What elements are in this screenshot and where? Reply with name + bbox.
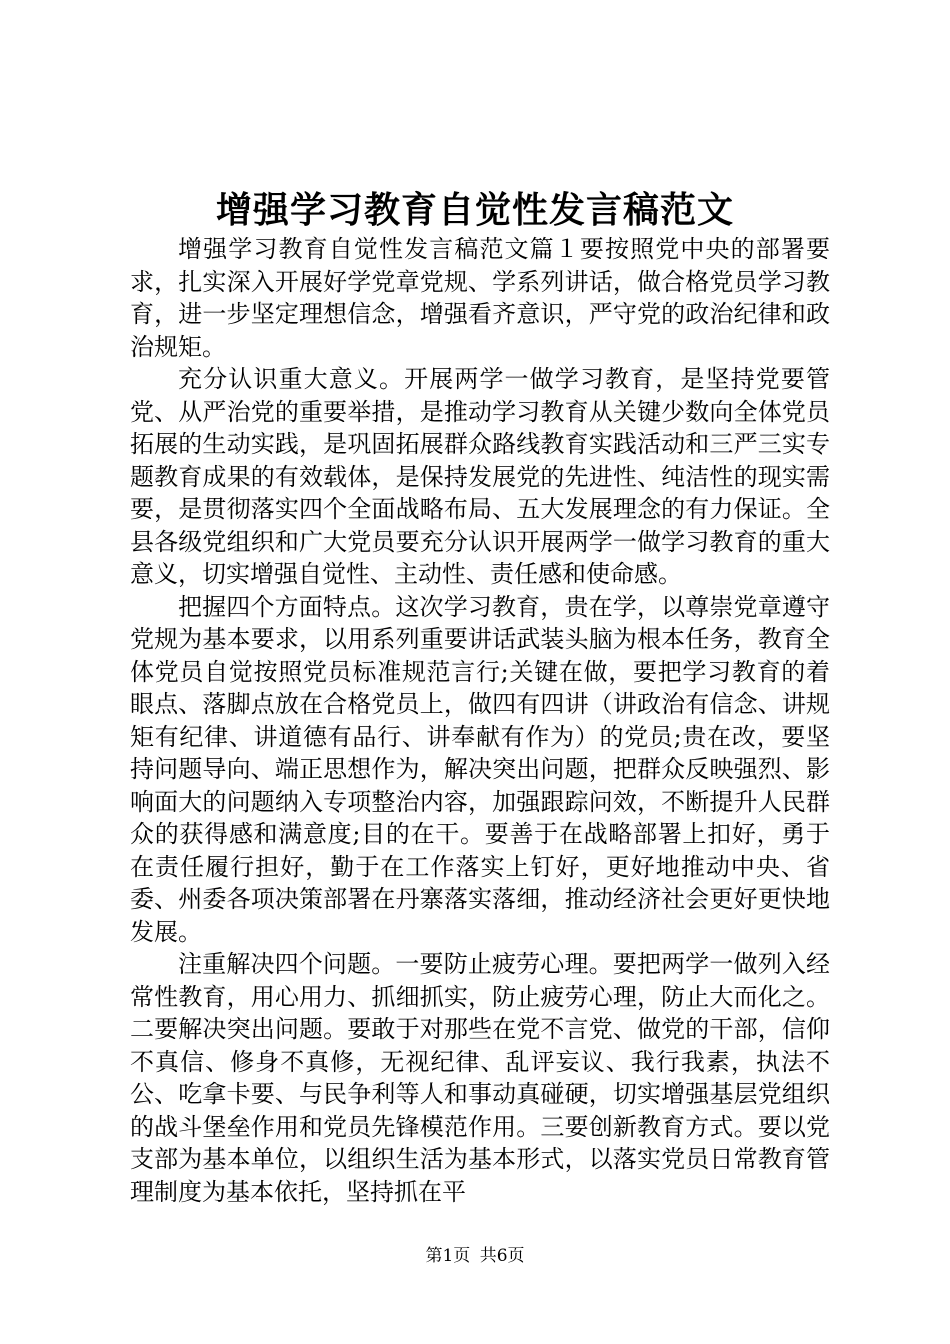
document-title: 增强学习教育自觉性发言稿范文 bbox=[215, 189, 734, 231]
page-total: 共6页 bbox=[479, 1246, 525, 1266]
paragraph-4: 注重解决四个问题。一要防止疲劳心理。要把两学一做列入经常性教育，用心用力、抓细抓实，防止疲劳心理，防止大而化之。二要解决突出问题。要敢于对那些在党不言党、做党的干部，信仰不真信、修身不真修，无视纪律、乱评妄议、我行我素，执法不公、吃拿卡要、与民争利等人和事动真碰硬，切实增强基层党组织的战斗堡垒作用和党员先锋模范作用。三要创新教育方式。要以党支部为基本单位，以组织生活为基本形式，以落实党员日常教育管理制度为基本依托，坚持抓在平 bbox=[130, 950, 830, 1206]
paragraph-2: 充分认识重大意义。开展两学一做学习教育，是坚持党要管党、从严治党的重要举措，是推动学习教育从关键少数向全体党员拓展的生动实践，是巩固拓展群众路线教育实践活动和三严三实专题教育成果的有效载体，是保持发展党的先进性、纯洁性的现实需要，是贯彻落实四个全面战略布局、五大发展理念的有力保证。全县各级党组织和广大党员要充分认识开展两学一做学习教育的重大意义，切实增强自觉性、主动性、责任感和使命感。 bbox=[130, 365, 830, 588]
page-footer bbox=[0, 1245, 950, 1267]
paragraph-3: 把握四个方面特点。这次学习教育，贵在学，以尊崇党章遵守党规为基本要求，以用系列重要讲话武装头脑为根本任务，教育全体党员自觉按照党员标准规范言行;关键在做，要把学习教育的着眼点、落脚点放在合格党员上，做四有四讲（讲政治有信念、讲规矩有纪律、讲道德有品行、讲奉献有作为）的党员;贵在改，要坚持问题导向、端正思想作为，解决突出问题，把群众反映强烈、影响面大的问题纳入专项整治内容，加强跟踪问效，不断提升人民群众的获得感和满意度;目的在干。要善于在战略部署上扣好，勇于在责任履行担好，勤于在工作落实上钉好，更好地推动中央、省委、州委各项决策部署在丹寨落实落细，推动经济社会更好更快地发展。 bbox=[130, 592, 830, 946]
paragraph-1: 增强学习教育自觉性发言稿范文篇１要按照党中央的部署要求，扎实深入开展好学党章党规、学系列讲话，做合格党员学习教育，进一步坚定理想信念，增强看齐意识，严守党的政治纪律和政治规矩。 bbox=[130, 235, 830, 361]
page-number: 第1页 bbox=[425, 1246, 471, 1266]
document-body bbox=[130, 233, 830, 1208]
